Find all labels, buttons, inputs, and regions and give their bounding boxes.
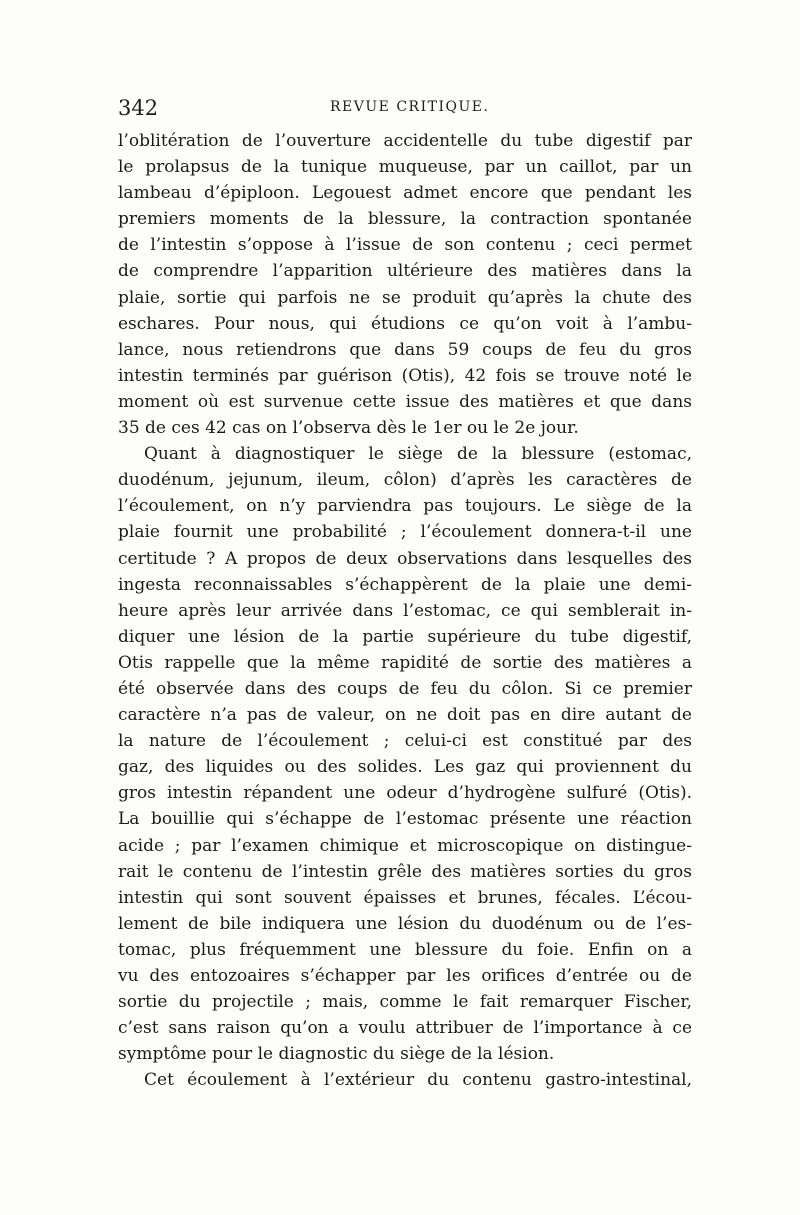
text-line: caractère n’a pas de valeur, on ne doit pas en dire autant de bbox=[118, 705, 692, 726]
text-line: La bouillie qui s’échappe de l’estomac présente une réaction bbox=[118, 809, 692, 830]
text-line: diquer une lésion de la partie supérieure du tube digestif, bbox=[118, 626, 692, 647]
text-line: eschares. Pour nous, qui étudions ce qu’on voit à l’ambu- bbox=[118, 313, 692, 334]
body-text bbox=[118, 128, 692, 1093]
text-line: le prolapsus de la tunique muqueuse, par un caillot, par un bbox=[118, 157, 692, 178]
text-line: intestin terminés par guérison (Otis), 42 fois se trouve noté le bbox=[118, 365, 692, 386]
text-line: gros intestin répandent une odeur d’hydrogène sulfuré (Otis). bbox=[118, 783, 692, 804]
running-head bbox=[118, 96, 692, 126]
text-line: la nature de l’écoulement ; celui-ci est constitué par des bbox=[118, 731, 692, 752]
text-line: rait le contenu de l’intestin grêle des matières sorties du gros bbox=[118, 861, 692, 882]
text-line: plaie, sortie qui parfois ne se produit qu’après la chute des bbox=[118, 287, 692, 308]
text-line: l’oblitération de l’ouverture accidentelle du tube digestif par bbox=[118, 131, 692, 151]
text-line: moment où est survenue cette issue des matières et que dans bbox=[118, 391, 692, 412]
paragraph-end-line: 35 de ces 42 cas on l’observa dès le 1er ou le 2e jour. bbox=[118, 418, 579, 439]
text-line: de l’intestin s’oppose à l’issue de son contenu ; ceci permet bbox=[118, 235, 692, 256]
text-line: intestin qui sont souvent épaisses et brunes, fécales. L’écou- bbox=[118, 887, 692, 908]
text-line: tomac, plus fréquemment une blessure du foie. Enfin on a bbox=[118, 939, 692, 960]
text-line: c’est sans raison qu’on a voulu attribuer de l’importance à ce bbox=[118, 1018, 692, 1039]
page-number: 342 bbox=[118, 96, 159, 120]
text-line: ingesta reconnaissables s’échappèrent de la plaie une demi- bbox=[118, 574, 692, 595]
text-line: sortie du projectile ; mais, comme le fait remarquer Fischer, bbox=[118, 992, 692, 1013]
paragraph-start-line: Quant à diagnostiquer le siège de la blessure (estomac, bbox=[144, 444, 692, 465]
text-line: duodénum, jejunum, ileum, côlon) d’après les caractères de bbox=[118, 470, 692, 491]
text-line: vu des entozoaires s’échapper par les orifices d’entrée ou de bbox=[118, 966, 692, 986]
text-line: premiers moments de la blessure, la contraction spontanée bbox=[118, 209, 692, 230]
paragraph-start-line: Cet écoulement à l’extérieur du contenu gastro-intestinal, bbox=[144, 1070, 692, 1091]
text-line: plaie fournit une probabilité ; l’écoulement donnera-t-il une bbox=[118, 522, 692, 543]
text-line: l’écoulement, on n’y parviendra pas toujours. Le siège de la bbox=[118, 496, 692, 517]
text-line: acide ; par l’examen chimique et microscopique on distingue- bbox=[118, 835, 692, 856]
paragraph-end-line: symptôme pour le diagnostic du siège de la lésion. bbox=[118, 1044, 555, 1065]
text-line: certitude ? A propos de deux observations dans lesquelles des bbox=[118, 548, 692, 569]
text-line: Otis rappelle que la même rapidité de sortie des matières a bbox=[118, 652, 692, 673]
text-line: lement de bile indiquera une lésion du duodénum ou de l’es- bbox=[118, 913, 692, 934]
text-line: heure après leur arrivée dans l’estomac, ce qui semblerait in- bbox=[118, 600, 692, 621]
text-line: gaz, des liquides ou des solides. Les gaz qui proviennent du bbox=[118, 757, 692, 778]
text-line: été observée dans des coups de feu du côlon. Si ce premier bbox=[118, 678, 692, 699]
running-title: REVUE CRITIQUE. bbox=[330, 99, 490, 115]
text-line: de comprendre l’apparition ultérieure des matières dans la bbox=[118, 261, 692, 282]
text-line: lambeau d’épiploon. Legouest admet encore que pendant les bbox=[118, 183, 692, 204]
text-line: lance, nous retiendrons que dans 59 coups de feu du gros bbox=[118, 339, 692, 360]
